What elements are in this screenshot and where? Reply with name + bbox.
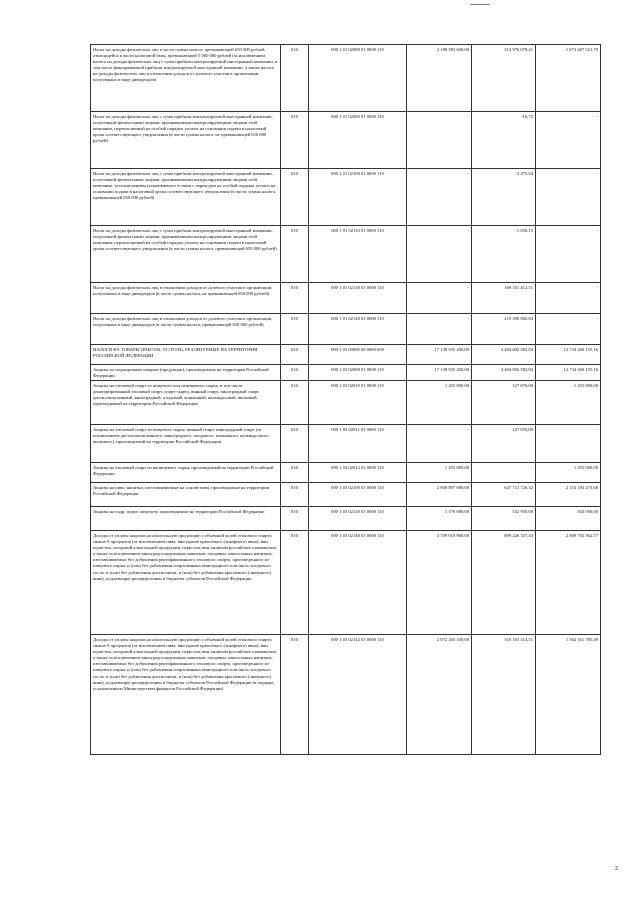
row-approved: - bbox=[407, 169, 472, 226]
row-kbk: 000 1 03 02142 01 0000 110 bbox=[309, 635, 407, 755]
table-row bbox=[91, 635, 601, 755]
row-kbk: 000 1 03 02010 01 0000 110 bbox=[309, 381, 407, 425]
row-unexecuted: 12 734 260 155,16 bbox=[536, 345, 601, 365]
row-executed: 219 390 882,84 bbox=[472, 314, 536, 345]
row-unexecuted: - bbox=[536, 112, 601, 169]
row-code: 010 bbox=[281, 45, 309, 112]
row-approved: 3 709 018 900,00 bbox=[407, 531, 472, 635]
table-row bbox=[91, 463, 601, 483]
row-name: Налог на доходы физических лиц в части суммы налога, превышающей 650 000 рублей, относящейся к части налоговой базы, превышающей 5 000 000 рублей (за исключением налога на доходы физических лиц с сумм прибыли контролируемой иностранной компании, в том числе фиксированной прибыли контролируемой иностранной компании, а также налога на доходы физических лиц в отношении доходов от долевого участия в организации, полученных в виде дивидендов) bbox=[91, 45, 281, 112]
row-unexecuted: 2 809 792 562,57 bbox=[536, 531, 601, 635]
row-code: 010 bbox=[281, 112, 309, 169]
row-code: 010 bbox=[281, 425, 309, 463]
row-kbk: 000 1 03 02012 01 0000 110 bbox=[309, 463, 407, 483]
table-row bbox=[91, 283, 601, 314]
row-approved: 17 138 935 200,00 bbox=[407, 345, 472, 365]
row-kbk: 000 1 01 02140 01 0000 110 bbox=[309, 314, 407, 345]
row-kbk: 000 1 01 02110 01 0000 110 bbox=[309, 226, 407, 283]
revenue-table-body bbox=[91, 45, 601, 755]
table-row bbox=[91, 345, 601, 365]
row-name: НАЛОГИ НА ТОВАРЫ (РАБОТЫ, УСЛУГИ), РЕАЛИЗУЕМЫЕ НА ТЕРРИТОРИИ РОССИЙСКОЙ ФЕДЕРАЦИИ bbox=[91, 345, 281, 365]
row-code: 010 bbox=[281, 463, 309, 483]
row-code: 010 bbox=[281, 365, 309, 381]
row-kbk: 000 1 03 02100 01 0000 110 bbox=[309, 483, 407, 507]
table-row bbox=[91, 314, 601, 345]
row-approved: 2 188 583 600,00 bbox=[407, 45, 472, 112]
row-name: Акцизы по подакцизным товарам (продукции), производимым на территории Российской Федерации bbox=[91, 365, 281, 381]
row-approved: 2 800 897 000,00 bbox=[407, 483, 472, 507]
row-approved: - bbox=[407, 314, 472, 345]
row-name: Акцизы на пиво, напитки, изготавливаемые на основе пива, производимые на территории Российской Федерации bbox=[91, 483, 281, 507]
row-name: Налог на доходы физических лиц в отношении доходов от долевого участия в организации, полученных в виде дивидендов (в части суммы налога, превышающей 650 000 рублей) bbox=[91, 314, 281, 345]
table-row bbox=[91, 45, 601, 112]
row-unexecuted: - bbox=[536, 314, 601, 345]
row-unexecuted: 1 455 000,00 bbox=[536, 381, 601, 425]
row-kbk: 000 1 01 02080 01 0000 110 bbox=[309, 45, 407, 112]
table-row bbox=[91, 365, 601, 381]
row-code: 010 bbox=[281, 345, 309, 365]
row-executed: 127 076,00 bbox=[472, 425, 536, 463]
row-unexecuted: - bbox=[536, 283, 601, 314]
row-executed: - bbox=[472, 463, 536, 483]
row-unexecuted: - bbox=[536, 425, 601, 463]
row-unexecuted: 1 562 161 785,49 bbox=[536, 635, 601, 755]
table-row bbox=[91, 112, 601, 169]
row-kbk: 000 1 01 02090 01 0000 110 bbox=[309, 112, 407, 169]
row-executed: -16,75 bbox=[472, 112, 536, 169]
row-name: Акцизы на этиловый спирт из пищевого или непищевого сырья, в том числе денатурированный этиловый спирт, спирт-сырец, винный спирт, виноградный спирт, дистилляты винный, виноградный, плодовый, коньячный, кальвадосный, висковый, производимый на территории Российской Федерации bbox=[91, 381, 281, 425]
row-executed: 510 101 314,51 bbox=[472, 635, 536, 755]
page-number: 2 bbox=[615, 866, 618, 872]
row-approved: - bbox=[407, 425, 472, 463]
row-name: Налог на доходы физических лиц с сумм прибыли контролируемой иностранной компании, полученной физическими лицами, признаваемыми контролирующими лицами этой компании, за исключением уплачиваемого в связи с переходом на особый порядок уплаты на основании подачи в налоговый орган соответствующего уведомления (в части суммы налога, превышающей 650 000 рублей) bbox=[91, 169, 281, 226]
row-unexecuted: - bbox=[536, 226, 601, 283]
row-executed: 169 351 412,51 bbox=[472, 283, 536, 314]
row-executed: 899 226 337,43 bbox=[472, 531, 536, 635]
row-unexecuted: 1 455 000,00 bbox=[536, 463, 601, 483]
row-code: 010 bbox=[281, 381, 309, 425]
row-name: Доходы от уплаты акцизов на алкогольную продукцию с объемной долей этилового спирта свыше 9 процентов (за исключением пива, вин (кроме крепленого (ликерного) вина), вин игристых, плодовой алкогольной продукции, игристых вин, включая российское шампанское, а также за исключением виноградосодержащих напитков, плодовых алкогольных напитков, изготавливаемых без добавления ректификованного этилового спирта, произведенного из пищевого сырья, и (или) без добавления спиртованных виноградного или иного плодового сусла, и (или) без добавления дистиллятов, и (или) без добавления крепленого (ликерного) вина), подлежащие распределению в бюджеты субъектов Российской Федерации (в порядке, установленном Министерством финансов Российской Федерации) bbox=[91, 635, 281, 755]
table-row bbox=[91, 381, 601, 425]
row-kbk: 000 1 03 02140 01 0000 110 bbox=[309, 531, 407, 635]
row-kbk: 000 1 03 00000 00 0000 000 bbox=[309, 345, 407, 365]
row-executed: 4 404 802 582,84 bbox=[472, 345, 536, 365]
row-code: 010 bbox=[281, 483, 309, 507]
row-approved: 1 455 000,00 bbox=[407, 463, 472, 483]
row-kbk: 000 1 03 02120 01 0000 110 bbox=[309, 507, 407, 531]
row-code: 010 bbox=[281, 226, 309, 283]
row-approved: - bbox=[407, 112, 472, 169]
row-executed: 647 713 726,32 bbox=[472, 483, 536, 507]
row-executed: 314 976 078,21 bbox=[472, 45, 536, 112]
row-name: Акцизы на этиловый спирт из пищевого сырья, винный спирт, виноградный спирт (за исключением дистиллятов винного, виноградного, плодового, коньячного, кальвадосного, вискового), производимый на территории Российской Федерации bbox=[91, 425, 281, 463]
row-kbk: 000 1 01 02130 01 0000 110 bbox=[309, 283, 407, 314]
row-approved: 2 072 263 100,00 bbox=[407, 635, 472, 755]
row-kbk: 000 1 03 02011 01 0000 110 bbox=[309, 425, 407, 463]
row-unexecuted: 1 873 607 521,79 bbox=[536, 45, 601, 112]
scan-edge-mark bbox=[470, 4, 490, 5]
row-approved: 1 455 000,00 bbox=[407, 381, 472, 425]
table-row bbox=[91, 507, 601, 531]
row-executed: -1 056,15 bbox=[472, 226, 536, 283]
row-kbk: 000 1 03 02000 01 0000 110 bbox=[309, 365, 407, 381]
row-code: 010 bbox=[281, 283, 309, 314]
row-code: 010 bbox=[281, 169, 309, 226]
row-code: 010 bbox=[281, 635, 309, 755]
row-unexecuted: 843 050,00 bbox=[536, 507, 601, 531]
table-row bbox=[91, 483, 601, 507]
table-row bbox=[91, 425, 601, 463]
row-approved: - bbox=[407, 226, 472, 283]
row-name: Акцизы на сидр, пуаре, медовуху, производимые на территории Российской Федерации bbox=[91, 507, 281, 531]
row-name: Налог на доходы физических лиц в отношении доходов от долевого участия в организации, полученных в виде дивидендов (в части суммы налога, не превышающей 650 000 рублей) bbox=[91, 283, 281, 314]
revenue-table bbox=[90, 44, 601, 755]
row-unexecuted: 12 734 260 155,16 bbox=[536, 365, 601, 381]
row-name: Налог на доходы физических лиц с сумм прибыли контролируемой иностранной компании, полученной физическими лицами, признаваемыми контролирующими лицами этой компании, перечисляемый на особый порядок уплаты на основании подачи в налоговый орган соответствующего уведомления (в части суммы налога, не превышающей 650 000 рублей) bbox=[91, 112, 281, 169]
row-code: 010 bbox=[281, 531, 309, 635]
table-row bbox=[91, 226, 601, 283]
table-row bbox=[91, 169, 601, 226]
row-executed: 4 404 802 582,84 bbox=[472, 365, 536, 381]
row-executed: 532 950,00 bbox=[472, 507, 536, 531]
row-unexecuted: - bbox=[536, 169, 601, 226]
row-approved: 1 376 000,00 bbox=[407, 507, 472, 531]
row-executed: 127 076,00 bbox=[472, 381, 536, 425]
row-code: 010 bbox=[281, 507, 309, 531]
row-executed: -3 475,94 bbox=[472, 169, 536, 226]
row-unexecuted: 2 153 183 273,68 bbox=[536, 483, 601, 507]
row-name: Акцизы на этиловый спирт из непищевого сырья, производимый на территории Российской Федерации bbox=[91, 463, 281, 483]
row-kbk: 000 1 01 02100 01 0000 110 bbox=[309, 169, 407, 226]
row-name: Доходы от уплаты акцизов на алкогольную продукцию с объемной долей этилового спирта свыше 9 процентов (за исключением пива, вин (кроме крепленого (ликерного) вина), вин игристых, плодовой алкогольной продукции, игристых вин, включая российское шампанское, а также за исключением виноградосодержащих напитков, плодовых алкогольных напитков, изготавливаемых без добавления ректификованного этилового спирта, произведенного из пищевого сырья, и (или) без добавления спиртованных виноградного или иного плодового сусла, и (или) без добавления дистиллятов, и (или) без добавления крепленого (ликерного) вина), подлежащие распределению в бюджеты субъектов Российской Федерации bbox=[91, 531, 281, 635]
table-row bbox=[91, 531, 601, 635]
row-approved: - bbox=[407, 283, 472, 314]
row-code: 010 bbox=[281, 314, 309, 345]
row-approved: 17 138 935 200,00 bbox=[407, 365, 472, 381]
row-name: Налог на доходы физических лиц с сумм прибыли контролируемой иностранной компании, полученной физическими лицами, признаваемыми контролирующими лицами этой компании, перечисляемый на особый порядок уплаты на основании подачи в налоговый орган соответствующего уведомления (в части суммы налога, превышающей 650 000 рублей) bbox=[91, 226, 281, 283]
